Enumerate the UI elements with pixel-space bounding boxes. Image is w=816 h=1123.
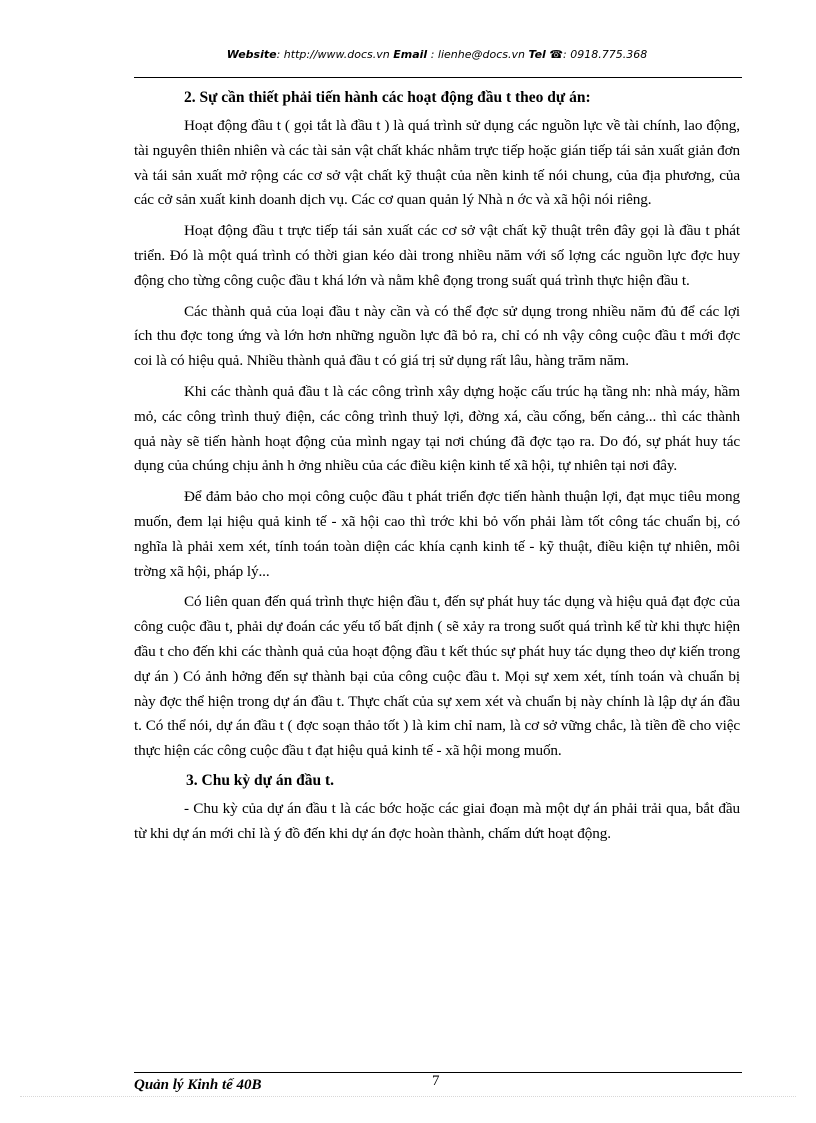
phone-icon: ☎	[549, 48, 564, 61]
page-header	[134, 48, 740, 61]
paragraph: Hoạt động đầu t ( gọi tắt là đầu t ) là quá trình sử dụng các nguồn lực về tài chính, lao động, tài nguyên thiên nhiên và các tài sản vật chất khác nhằm trực tiếp hoặc gián tiếp tái sản xuất giản đơn và tái sản xuất mở rộng các cơ sở vật chất kỹ thuật của nền kinh tế nói chung, của địa phương, của các cở sản xuất kinh doanh dịch vụ. Các cơ quan quản lý Nhà n ớc và xã hội nói riêng.	[134, 117, 740, 209]
header-rule	[134, 77, 742, 78]
tel-value: : 0918.775.368	[563, 48, 648, 61]
paragraph: Có liên quan đến quá trình thực hiện đầu t, đến sự phát huy tác dụng và hiệu quả đạt đợc của công cuộc đầu t, phải dự đoán các yếu tố bất định ( sẽ xảy ra trong suốt quá trình kể từ khi thực hiện đầu t cho đến khi các thành quả của hoạt động đầu t kết thúc sự phát huy tác dụng theo dự kiến trong dự án ) Có ảnh hởng đến sự thành bại của công cuộc đầu t. Mọi sự xem xét, tính toán và chuẩn bị này đợc thể hiện trong dự án đầu t. Thực chất của sự xem xét và chuẩn bị này chính là lập dự án đầu t. Có thể nói, dự án đầu t ( đợc soạn thảo tốt ) là kim chỉ nam, là cơ sở vững chắc, là tiền đề cho việc thực hiện các công cuộc đầu t đạt hiệu quả kinh tế - xã hội mong muốn.	[134, 593, 740, 760]
paragraph: - Chu kỳ của dự án đầu t là các bớc hoặc các giai đoạn mà một dự án phải trải qua, bắt đầu từ khi dự án mới chỉ là ý đồ đến khi dự án đợc hoàn thành, chấm dứt hoạt động.	[134, 799, 740, 842]
footer-course-label: Quản lý Kinh tế 40B	[134, 1077, 262, 1093]
section-3-heading: 3. Chu kỳ dự án đầu t.	[186, 771, 334, 789]
page-number: 7	[432, 1073, 440, 1089]
email-label: Email	[393, 48, 428, 61]
section-2-heading: 2. Sự cần thiết phải tiến hành các hoạt động đầu t theo dự án:	[184, 89, 591, 106]
tel-label: Tel	[528, 48, 546, 61]
website-value: : http://www.docs.vn	[276, 48, 390, 61]
paragraph: Hoạt động đầu t trực tiếp tái sản xuất các cơ sở vật chất kỹ thuật trên đây gọi là đầu t phát triển. Đó là một quá trình có thời gian kéo dài trong nhiều năm với số lợng các nguồn lực đợc huy động cho từng công cuộc đầu t khá lớn và nằm khê đọng trong suất quá trình thực hiện đầu t.	[134, 222, 740, 289]
paragraph: Các thành quả của loại đầu t này cần và có thể đợc sử dụng trong nhiều năm đủ để các lợi ích thu đợc tong ứng và lớn hơn những nguồn lực đã bỏ ra, chỉ có nh vậy công cuộc đầu t mới đợc coi là có hiệu quả. Nhiều thành quả đầu t có giá trị sử dụng rất lâu, hàng trăm năm.	[134, 302, 740, 370]
page-bottom-dotted-line	[20, 1096, 796, 1097]
email-value: : lienhe@docs.vn	[430, 48, 525, 61]
paragraph: Để đảm bảo cho mọi công cuộc đầu t phát triển đợc tiến hành thuận lợi, đạt mục tiêu mong muốn, đem lại hiệu quả kinh tế - xã hội cao thì trớc khi bỏ vốn phải làm tốt công tác chuẩn bị, có nghĩa là phải xem xét, tính toán toàn diện các khía cạnh kinh tế - kỹ thuật, điều kiện tự nhiên, môi trờng xã hội, pháp lý...	[134, 488, 740, 580]
paragraph: Khi các thành quả đầu t là các công trình xây dựng hoặc cấu trúc hạ tầng nh: nhà máy, hầm mỏ, các công trình thuỷ điện, các công trình thuỷ lợi, đờng xá, cầu cống, bến cảng... thì các thành quả này sẽ tiến hành hoạt động của mình ngay tại nơi chúng đã đợc tạo ra. Do đó, sự phát huy tác dụng của chúng chịu ảnh h ởng nhiều của các điều kiện kinh tế xã hội, tự nhiên tại nơi đây.	[134, 382, 740, 475]
website-label: Website	[226, 48, 277, 61]
page-content	[134, 86, 740, 847]
